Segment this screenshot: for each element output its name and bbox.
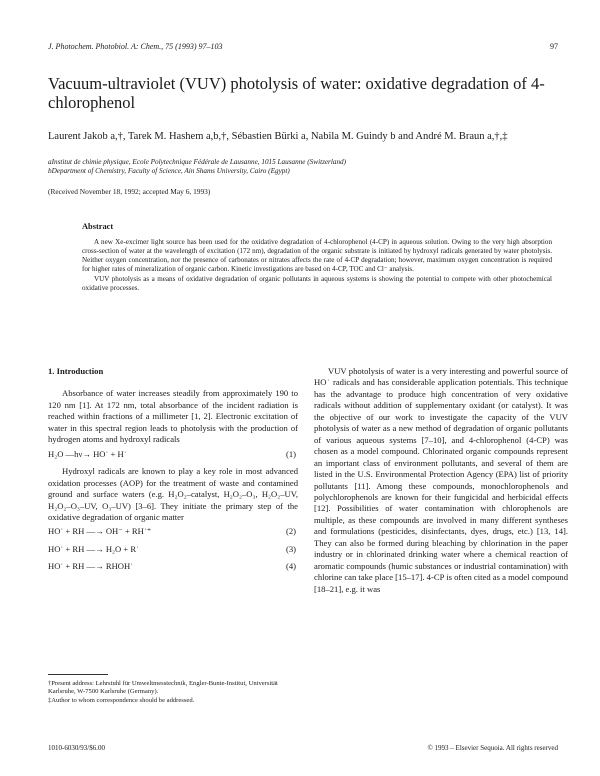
- equation-1: [48, 449, 298, 460]
- equation-1-body: H₂O —hν→ HO˙ + H˙: [48, 448, 127, 459]
- equation-1-number: (1): [285, 448, 296, 459]
- author-list: Laurent Jakob a,†, Tarek M. Hashem a,b,†, Sébastien Bürki a, Nabila M. Guindy b and André M. Braun a,†,‡: [48, 131, 508, 142]
- footer-issn-price: 1010-6030/93/$6.00: [48, 744, 105, 752]
- equation-3-number: (3): [285, 543, 296, 554]
- equation-4-body: HO˙ + RH —→ RHOH˙: [48, 561, 134, 572]
- equation-4: [48, 561, 298, 572]
- affiliation-a: aInstitut de chimie physique, Ecole Polytechnique Fédérale de Lausanne, 1015 Lausanne (Switzerland): [48, 158, 347, 166]
- intro-paragraph-1: Absorbance of water increases steadily from approximately 190 to 120 nm [1]. At 172 nm, total absorbance of the incident radiation is reached within fractions of a millimeter [1, 2]. Electronic excitation of water in this spectral region leads to photolysis with the production of hydrogen atoms and hydroxyl radicals: [48, 388, 298, 445]
- left-column: [48, 366, 298, 579]
- footnote-rule: [48, 674, 108, 675]
- equation-2-body: HO˙ + RH —→ OH⁻ + RH˙⁺: [48, 526, 152, 537]
- running-head: J. Photochem. Photobiol. A: Chem., 75 (1993) 97–103: [48, 42, 223, 51]
- abstract-paragraph: VUV photolysis as a means of oxidative degradation of organic pollutants in aqueous systems is showing the potential to compete with other photochemical oxidative processes.: [82, 274, 552, 292]
- equation-2-number: (2): [285, 526, 296, 537]
- equation-3-body: HO˙ + RH —→ H₂O + R˙: [48, 543, 139, 554]
- right-column: [314, 366, 568, 595]
- abstract-body: [82, 238, 552, 293]
- equation-3: [48, 544, 298, 555]
- footnote-correspondence: ‡Author to whom correspondence should be addressed.: [48, 696, 195, 704]
- footnote-present-address: †Present address: Lehrstuhl für Umweltmesstechnik, Engler-Bunte-Institut, Universität Karlsruhe, W-7500 Karlsruhe (Germany).: [48, 680, 278, 696]
- intro-paragraph-2: Hydroxyl radicals are known to play a key role in most advanced oxidation processes (AOP) for the treatment of waste and contamined ground and surface waters (e.g. H₂O₂–catalyst, H₂O₂–O₃, H₂O₂–UV, H₂O₂–O₃–UV, O₃–UV) [3–6]. They initiate the primary step of the oxidative degradation of organic matter: [48, 466, 298, 522]
- page-number: 97: [550, 42, 558, 51]
- intro-paragraph-3: VUV photolysis of water is a very interesting and powerful source of HO˙ radicals and has considerable application potentials. This technique has the advantage to produce high concentration of very oxidative radicals without addition of supplementary oxidant (or catalyst). It was the objective of our work to investigate the capacity of the VUV photolysis of water as a new method of degradation of organic pollutants of various aqueous systems [7–10], and 4-chlorophenol (4-CP) was chosen as a model compound. Chlorinated organic compounds represent an important class of environment pollutants, and several of them are listed in the U.S. Environmental Protection Agency (EPA) list of priority pollutants [11]. Among these compounds, monochlorophenols and polychlorophenols are known for their fungicidal and herbicidal effects [12]. Possibilities of water contamination with chlorophenols are multiple, as these compounds are involved in many different syntheses and formulations (pesticides, disinfectants, dyes, drugs, etc.) [13, 14]. They can also be formed during bleaching by chlorination in the paper industry or in chlorinated drinking water where a chemical reaction of aromatic compounds (humic substances or industrial contamination) with chlorine can take place [15–17]. 4-CP is often cited as a model compound [18–21], e.g. it was: [314, 366, 568, 594]
- footer-copyright: © 1993 – Elsevier Sequoia. All rights reserved: [427, 744, 558, 752]
- equation-2: [48, 526, 298, 537]
- paper-title: Vacuum-ultraviolet (VUV) photolysis of water: oxidative degradation of 4-chlorophenol: [48, 74, 545, 112]
- affiliation-b: bDepartment of Chemistry, Faculty of Science, Ain Shams University, Cairo (Egypt): [48, 167, 290, 175]
- affiliations: [48, 158, 568, 176]
- section-heading-introduction: 1. Introduction: [48, 366, 104, 376]
- abstract-heading: Abstract: [82, 222, 114, 231]
- received-dates: (Received November 18, 1992; accepted May 6, 1993): [48, 187, 211, 196]
- footnotes: [48, 680, 298, 705]
- abstract-paragraph: A new Xe-excimer light source has been used for the oxidative degradation of 4-chlorophenol (4-CP) in aqueous solution. Owing to the very high absorption cross-section of water at the wavelength of excitation (172 nm), degradation of the organic substrate is initiated by hydroxyl radicals generated by water photolysis. Neither oxygen concentration, nor the presence of carbonates or nitrates affects the rate of 4-CP degradation; however, maximum oxygen concentration is required for higher rates of mineralization of organic carbon. Kinetic investigations are based on 4-CP, TOC and Cl⁻ analysis.: [82, 238, 552, 274]
- equation-4-number: (4): [285, 561, 296, 572]
